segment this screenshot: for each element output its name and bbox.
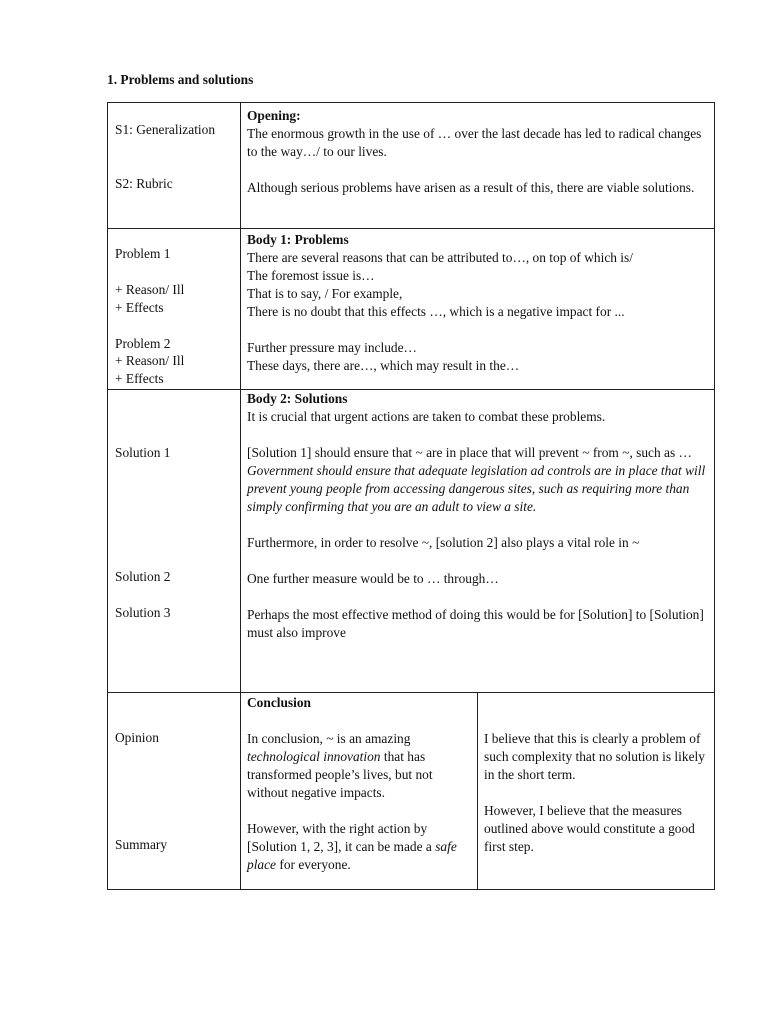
body1-title: Body 1: Problems [247, 232, 349, 247]
body1-row [108, 229, 715, 390]
body1-labels [108, 229, 241, 390]
body1-line: That is to say, / For example, [247, 286, 403, 301]
body1-line: Further pressure may include… [247, 340, 417, 355]
label-solution3: Solution 3 [115, 605, 171, 620]
body2-solution1: [Solution 1] should ensure that ~ are in place that will prevent ~ from ~, such as … [247, 445, 692, 460]
body2-labels [108, 390, 241, 693]
body2-title: Body 2: Solutions [247, 391, 348, 406]
body1-content [241, 229, 715, 390]
label-s2: S2: Rubric [115, 176, 173, 191]
label-effects1: + Effects [115, 300, 164, 315]
essay-structure-table [107, 102, 715, 890]
conclusion-row [108, 693, 715, 890]
opening-p1: The enormous growth in the use of … over the last decade has led to radical changes to the way…/ to our lives. [247, 126, 702, 159]
opening-row [108, 103, 715, 229]
label-s1: S1: Generalization [115, 122, 216, 137]
opening-title: Opening: [247, 108, 301, 123]
body2-solution2: Furthermore, in order to resolve ~, [solution 2] also plays a vital role in ~ [247, 535, 640, 550]
section-heading: 1. Problems and solutions [107, 72, 254, 87]
opening-p2: Although serious problems have arisen as a result of this, there are viable solutions. [247, 180, 695, 195]
body1-line: There are several reasons that can be attributed to…, on top of which is/ [247, 250, 633, 265]
body2-content [241, 390, 715, 693]
conclusion-summary-b: However, I believe that the measures outlined above would constitute a good first step. [484, 803, 695, 854]
body2-solution1-example: Government should ensure that adequate legislation ad controls are in place that will prevent young people from accessing dangerous sites, such as requiring more than simply confirming that you are an adult to view a site. [247, 463, 706, 514]
body2-intro: It is crucial that urgent actions are taken to combat these problems. [247, 409, 606, 424]
label-problem1: Problem 1 [115, 246, 171, 261]
emphasis-text: safe place [247, 839, 457, 872]
label-reason2: + Reason/ Ill [115, 353, 185, 368]
conclusion-title: Conclusion [247, 695, 311, 710]
label-solution2: Solution 2 [115, 569, 171, 584]
conclusion-opinion-a: In conclusion, ~ is an amazing technological innovation that has transformed people’s lives, but not without negative impacts. [247, 731, 433, 800]
label-effects2: + Effects [115, 371, 164, 386]
conclusion-labels [108, 693, 241, 890]
conclusion-summary-a: However, with the right action by [Solution 1, 2, 3], it can be made a safe place for everyone. [247, 821, 457, 872]
conclusion-column-b [478, 693, 715, 890]
body2-solution3: One further measure would be to … through… [247, 571, 499, 586]
label-reason1: + Reason/ Ill [115, 282, 185, 297]
conclusion-opinion-b: I believe that this is clearly a problem of such complexity that no solution is likely in the short term. [484, 731, 705, 782]
body1-line: There is no doubt that this effects …, which is a negative impact for ... [247, 304, 625, 319]
label-summary: Summary [115, 837, 168, 852]
conclusion-column-a [241, 693, 478, 890]
body2-method: Perhaps the most effective method of doing this would be for [Solution] to [Solution] must also improve [247, 607, 704, 640]
label-problem2: Problem 2 [115, 336, 171, 351]
label-solution1: Solution 1 [115, 445, 171, 460]
opening-labels [108, 103, 241, 229]
body1-line: These days, there are…, which may result in the… [247, 358, 520, 373]
label-opinion: Opinion [115, 730, 159, 745]
body2-row [108, 390, 715, 693]
opening-content [241, 103, 715, 229]
body1-line: The foremost issue is… [247, 268, 375, 283]
emphasis-text: technological innovation [247, 749, 381, 764]
